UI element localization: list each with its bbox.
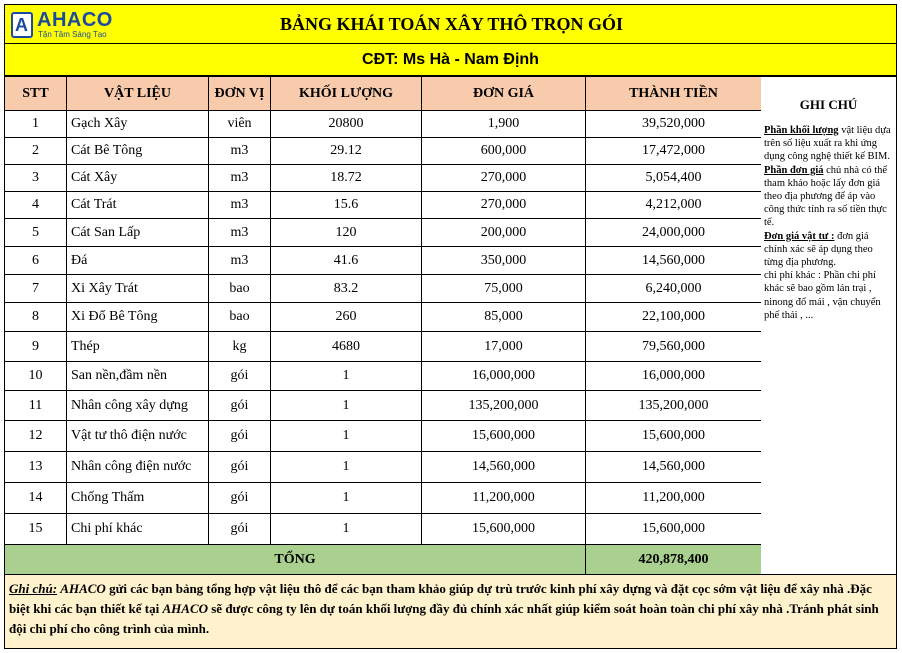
note-quantity-key: Phần khối lượng <box>764 125 839 136</box>
quantity-cell: 4680 <box>271 332 422 362</box>
table-row <box>5 452 762 483</box>
note-quantity-text: vật liệu dựa trên số liệu xuất ra khi ứng dụng công nghệ thiết kế BIM. <box>764 125 891 163</box>
material-cell: Cát Bê Tông <box>67 138 209 165</box>
material-cell: Cát San Lấp <box>67 219 209 247</box>
unit-price-cell: 11,200,000 <box>422 483 586 514</box>
col-material: VẬT LIỆU <box>67 77 209 111</box>
footer-text-1: gửi các bạn bảng tổng hợp vật liệu thô để các bạn tham khảo giúp dự trù trước kinh phí xây dựng và đặt cọc sớm vật liệu để xây nhà .Đặc biệt khi các bạn thiết kế tại <box>9 581 872 616</box>
quantity-cell: 1 <box>271 391 422 421</box>
note-price-key: Phần đơn giá <box>764 164 824 176</box>
unit-cell: m3 <box>209 192 271 219</box>
stt-cell: 8 <box>5 303 67 332</box>
note-material-key: Đơn giá vật tư : <box>764 230 835 242</box>
table-row <box>5 421 762 452</box>
material-cell: Xi Đổ Bê Tông <box>67 303 209 332</box>
unit-cell: gói <box>209 514 271 545</box>
unit-cell: gói <box>209 391 271 421</box>
unit-price-cell: 1,900 <box>422 111 586 138</box>
material-cell: Xi Xây Trát <box>67 275 209 303</box>
page-title: BẢNG KHÁI TOÁN XÂY THÔ TRỌN GÓI <box>279 14 624 34</box>
company-logo <box>11 9 141 41</box>
total-cell: 14,560,000 <box>586 247 762 275</box>
quantity-cell: 120 <box>271 219 422 247</box>
quantity-cell: 260 <box>271 303 422 332</box>
unit-price-cell: 16,000,000 <box>422 362 586 391</box>
unit-price-cell: 270,000 <box>422 165 586 192</box>
unit-cell: bao <box>209 303 271 332</box>
material-cell: Thép <box>67 332 209 362</box>
material-cell: Chống Thấm <box>67 483 209 514</box>
table-row <box>5 362 762 391</box>
footer-brand-2: AHACO <box>162 601 208 616</box>
unit-cell: m3 <box>209 247 271 275</box>
quantity-cell: 15.6 <box>271 192 422 219</box>
stt-cell: 1 <box>5 111 67 138</box>
unit-cell: m3 <box>209 219 271 247</box>
footer-note <box>4 575 897 649</box>
notes-heading: GHI CHÚ <box>799 97 858 112</box>
unit-cell: bao <box>209 275 271 303</box>
quantity-cell: 1 <box>271 452 422 483</box>
unit-price-cell: 350,000 <box>422 247 586 275</box>
materials-table <box>4 76 762 575</box>
quantity-cell: 1 <box>271 362 422 391</box>
unit-price-cell: 200,000 <box>422 219 586 247</box>
unit-price-cell: 14,560,000 <box>422 452 586 483</box>
quantity-cell: 1 <box>271 514 422 545</box>
total-cell: 15,600,000 <box>586 514 762 545</box>
stt-cell: 6 <box>5 247 67 275</box>
quantity-cell: 1 <box>271 421 422 452</box>
col-unit: ĐƠN VỊ <box>209 77 271 111</box>
quantity-cell: 83.2 <box>271 275 422 303</box>
stt-cell: 11 <box>5 391 67 421</box>
col-total: THÀNH TIỀN <box>586 77 762 111</box>
stt-cell: 2 <box>5 138 67 165</box>
material-cell: Gạch Xây <box>67 111 209 138</box>
notes-panel <box>761 76 897 575</box>
stt-cell: 12 <box>5 421 67 452</box>
note-other-text: chi phí khác : Phần chi phí khác sẽ bao gồm lán trại , ninong đổ mái , vận chuyển phế thải , ... <box>764 270 881 321</box>
note-material-text: đơn giá chính xác sẽ áp dụng theo từng địa phương. <box>764 230 873 269</box>
total-cell: 17,472,000 <box>586 138 762 165</box>
material-cell: Cát Trát <box>67 192 209 219</box>
table-row <box>5 192 762 219</box>
unit-cell: m3 <box>209 138 271 165</box>
col-unit-price: ĐƠN GIÁ <box>422 77 586 111</box>
title-row <box>4 4 897 44</box>
total-cell: 4,212,000 <box>586 192 762 219</box>
table-row <box>5 165 762 192</box>
unit-price-cell: 17,000 <box>422 332 586 362</box>
unit-cell: gói <box>209 452 271 483</box>
unit-price-cell: 85,000 <box>422 303 586 332</box>
total-cell: 24,000,000 <box>586 219 762 247</box>
table-row <box>5 303 762 332</box>
logo-tagline: Tận Tâm Sáng Tạo <box>38 30 107 39</box>
total-cell: 79,560,000 <box>586 332 762 362</box>
total-cell: 5,054,400 <box>586 165 762 192</box>
note-price-text: chủ nhà có thể tham khảo hoặc lấy đơn giá theo địa phương để áp vào công thức tính ra số tiền thực tế. <box>764 164 888 229</box>
summary-row <box>5 545 762 575</box>
material-cell: Nhân công xây dựng <box>67 391 209 421</box>
table-row <box>5 483 762 514</box>
total-cell: 15,600,000 <box>586 421 762 452</box>
total-cell: 39,520,000 <box>586 111 762 138</box>
stt-cell: 7 <box>5 275 67 303</box>
unit-price-cell: 135,200,000 <box>422 391 586 421</box>
stt-cell: 13 <box>5 452 67 483</box>
unit-price-cell: 270,000 <box>422 192 586 219</box>
material-cell: Vật tư thô điện nước <box>67 421 209 452</box>
stt-cell: 14 <box>5 483 67 514</box>
col-quantity: KHỐI LƯỢNG <box>271 77 422 111</box>
material-cell: Cát Xây <box>67 165 209 192</box>
col-stt: STT <box>5 77 67 111</box>
unit-cell: kg <box>209 332 271 362</box>
stt-cell: 3 <box>5 165 67 192</box>
unit-cell: gói <box>209 421 271 452</box>
unit-cell: gói <box>209 483 271 514</box>
unit-price-cell: 600,000 <box>422 138 586 165</box>
total-cell: 22,100,000 <box>586 303 762 332</box>
notes-body <box>761 124 896 322</box>
summary-total: 420,878,400 <box>586 545 762 575</box>
unit-cell: m3 <box>209 165 271 192</box>
material-cell: Chi phí khác <box>67 514 209 545</box>
unit-price-cell: 75,000 <box>422 275 586 303</box>
unit-price-cell: 15,600,000 <box>422 514 586 545</box>
table-header-row <box>5 77 762 111</box>
summary-label: TỔNG <box>5 545 586 575</box>
table-row <box>5 111 762 138</box>
total-cell: 16,000,000 <box>586 362 762 391</box>
stt-cell: 15 <box>5 514 67 545</box>
footer-label: Ghi chú: <box>9 581 58 596</box>
quantity-cell: 1 <box>271 483 422 514</box>
table-row <box>5 275 762 303</box>
table-row <box>5 391 762 421</box>
total-cell: 135,200,000 <box>586 391 762 421</box>
logo-mark-icon: A <box>11 12 33 38</box>
unit-cell: gói <box>209 362 271 391</box>
table-row <box>5 247 762 275</box>
material-cell: Nhân công điện nước <box>67 452 209 483</box>
material-cell: San nền,đầm nền <box>67 362 209 391</box>
total-cell: 6,240,000 <box>586 275 762 303</box>
footer-text-2: sẽ được công ty lên dự toán khối lượng đầy đủ chính xác nhất giúp kiểm soát hoàn toàn chi phí xây nhà .Tránh phát sinh đội chi phí cho công trình của mình. <box>9 601 879 636</box>
estimate-sheet <box>4 4 897 649</box>
quantity-cell: 41.6 <box>271 247 422 275</box>
stt-cell: 9 <box>5 332 67 362</box>
unit-cell: viên <box>209 111 271 138</box>
client-subtitle: CĐT: Ms Hà - Nam Định <box>4 44 897 76</box>
footer-brand-1: AHACO <box>60 581 106 596</box>
table-row <box>5 514 762 545</box>
material-cell: Đá <box>67 247 209 275</box>
total-cell: 11,200,000 <box>586 483 762 514</box>
unit-price-cell: 15,600,000 <box>422 421 586 452</box>
quantity-cell: 29.12 <box>271 138 422 165</box>
stt-cell: 4 <box>5 192 67 219</box>
total-cell: 14,560,000 <box>586 452 762 483</box>
table-row <box>5 219 762 247</box>
stt-cell: 10 <box>5 362 67 391</box>
quantity-cell: 18.72 <box>271 165 422 192</box>
table-row <box>5 332 762 362</box>
table-row <box>5 138 762 165</box>
logo-name: AHACO <box>37 9 113 31</box>
quantity-cell: 20800 <box>271 111 422 138</box>
stt-cell: 5 <box>5 219 67 247</box>
